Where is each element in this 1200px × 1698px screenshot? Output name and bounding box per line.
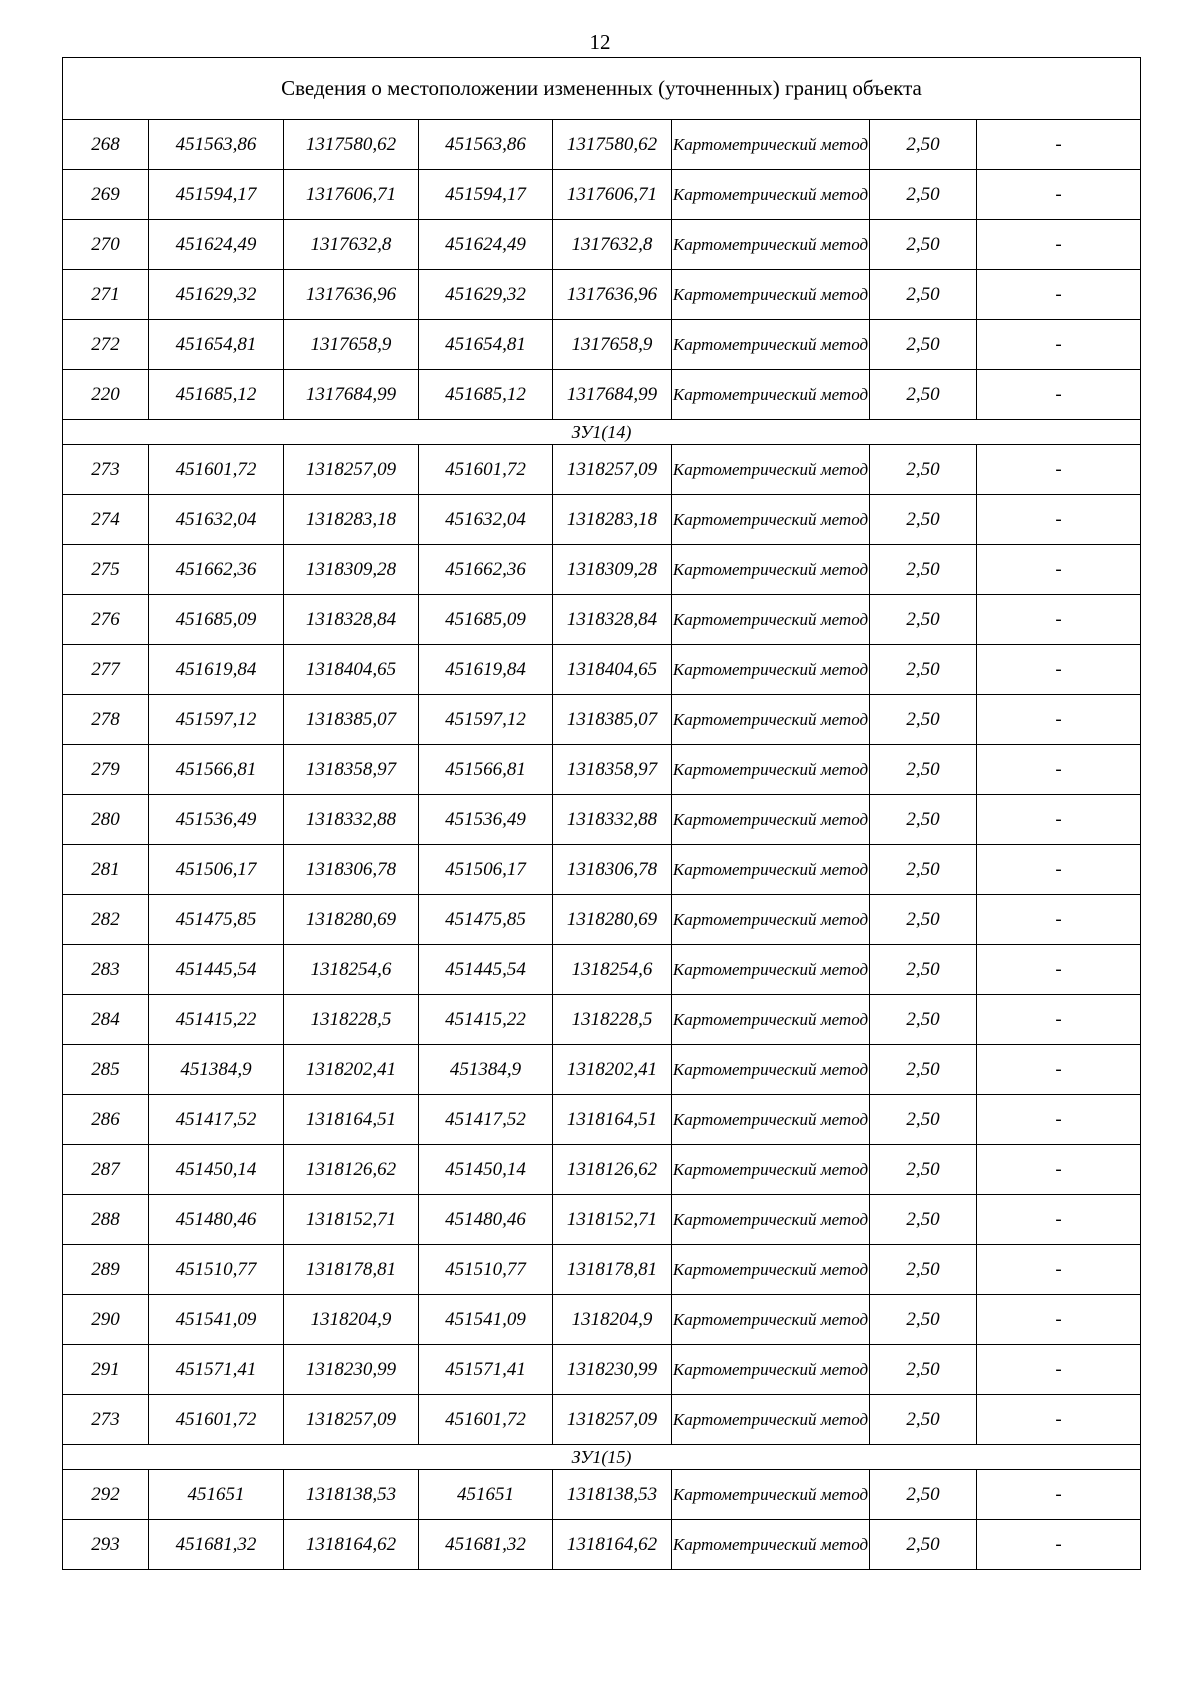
table-row [63,645,1141,695]
accuracy-cell: 2,50 [870,595,977,645]
method-cell: Картометрический метод [672,120,870,170]
method-cell: Картометрический метод [672,545,870,595]
y-new-cell: 1318228,5 [553,995,672,1045]
description-cell: - [977,1395,1141,1445]
method-cell: Картометрический метод [672,695,870,745]
table-row [63,1395,1141,1445]
description-cell: - [977,1195,1141,1245]
y-old-cell: 1318280,69 [284,895,419,945]
y-old-cell: 1317580,62 [284,120,419,170]
method-cell: Картометрический метод [672,1245,870,1295]
y-old-cell: 1318152,71 [284,1195,419,1245]
y-new-cell: 1318152,71 [553,1195,672,1245]
method-cell: Картометрический метод [672,320,870,370]
point-number-cell: 279 [63,745,149,795]
point-number-cell: 282 [63,895,149,945]
point-number-cell: 270 [63,220,149,270]
accuracy-cell: 2,50 [870,1520,977,1570]
table-row [63,1345,1141,1395]
y-new-cell: 1318178,81 [553,1245,672,1295]
description-cell: - [977,1045,1141,1095]
y-new-cell: 1318230,99 [553,1345,672,1395]
description-cell: - [977,545,1141,595]
point-number-cell: 287 [63,1145,149,1195]
y-old-cell: 1318257,09 [284,445,419,495]
point-number-cell: 273 [63,1395,149,1445]
y-old-cell: 1318385,07 [284,695,419,745]
y-old-cell: 1317684,99 [284,370,419,420]
point-number-cell: 220 [63,370,149,420]
description-cell: - [977,1145,1141,1195]
method-cell: Картометрический метод [672,1145,870,1195]
table-row [63,1095,1141,1145]
y-new-cell: 1318204,9 [553,1295,672,1345]
x-old-cell: 451510,77 [149,1245,284,1295]
x-new-cell: 451681,32 [419,1520,553,1570]
x-new-cell: 451536,49 [419,795,553,845]
point-number-cell: 269 [63,170,149,220]
accuracy-cell: 2,50 [870,945,977,995]
table-row [63,945,1141,995]
description-cell: - [977,445,1141,495]
x-new-cell: 451450,14 [419,1145,553,1195]
y-old-cell: 1317636,96 [284,270,419,320]
method-cell: Картометрический метод [672,845,870,895]
x-new-cell: 451651 [419,1470,553,1520]
table-row [63,1145,1141,1195]
description-cell: - [977,1245,1141,1295]
x-new-cell: 451384,9 [419,1045,553,1095]
description-cell: - [977,745,1141,795]
y-old-cell: 1318358,97 [284,745,419,795]
y-old-cell: 1318257,09 [284,1395,419,1445]
x-old-cell: 451566,81 [149,745,284,795]
table-row [63,1245,1141,1295]
y-new-cell: 1318257,09 [553,1395,672,1445]
point-number-cell: 273 [63,445,149,495]
method-cell: Картометрический метод [672,595,870,645]
x-new-cell: 451624,49 [419,220,553,270]
table-row [63,1470,1141,1520]
y-new-cell: 1318358,97 [553,745,672,795]
point-number-cell: 268 [63,120,149,170]
x-new-cell: 451571,41 [419,1345,553,1395]
table-row [63,495,1141,545]
y-new-cell: 1318257,09 [553,445,672,495]
x-new-cell: 451566,81 [419,745,553,795]
accuracy-cell: 2,50 [870,695,977,745]
y-old-cell: 1318230,99 [284,1345,419,1395]
accuracy-cell: 2,50 [870,495,977,545]
y-old-cell: 1318204,9 [284,1295,419,1345]
accuracy-cell: 2,50 [870,895,977,945]
table-row [63,1295,1141,1345]
method-cell: Картометрический метод [672,745,870,795]
table-row [63,895,1141,945]
table-row [63,270,1141,320]
point-number-cell: 277 [63,645,149,695]
description-cell: - [977,695,1141,745]
y-new-cell: 1317632,8 [553,220,672,270]
accuracy-cell: 2,50 [870,745,977,795]
y-old-cell: 1318254,6 [284,945,419,995]
x-old-cell: 451681,32 [149,1520,284,1570]
method-cell: Картометрический метод [672,1195,870,1245]
y-old-cell: 1318126,62 [284,1145,419,1195]
y-old-cell: 1317606,71 [284,170,419,220]
x-old-cell: 451685,12 [149,370,284,420]
x-new-cell: 451685,09 [419,595,553,645]
accuracy-cell: 2,50 [870,370,977,420]
description-cell: - [977,220,1141,270]
description-cell: - [977,845,1141,895]
point-number-cell: 289 [63,1245,149,1295]
method-cell: Картометрический метод [672,645,870,695]
point-number-cell: 283 [63,945,149,995]
table-row [63,370,1141,420]
point-number-cell: 272 [63,320,149,370]
y-old-cell: 1318404,65 [284,645,419,695]
y-new-cell: 1318164,62 [553,1520,672,1570]
accuracy-cell: 2,50 [870,1245,977,1295]
x-new-cell: 451685,12 [419,370,553,420]
y-old-cell: 1318328,84 [284,595,419,645]
accuracy-cell: 2,50 [870,1195,977,1245]
description-cell: - [977,120,1141,170]
x-old-cell: 451415,22 [149,995,284,1045]
x-old-cell: 451685,09 [149,595,284,645]
point-number-cell: 276 [63,595,149,645]
method-cell: Картометрический метод [672,1095,870,1145]
accuracy-cell: 2,50 [870,995,977,1045]
y-old-cell: 1318164,51 [284,1095,419,1145]
x-old-cell: 451571,41 [149,1345,284,1395]
y-new-cell: 1318254,6 [553,945,672,995]
x-new-cell: 451417,52 [419,1095,553,1145]
x-new-cell: 451506,17 [419,845,553,895]
point-number-cell: 271 [63,270,149,320]
y-new-cell: 1318138,53 [553,1470,672,1520]
y-new-cell: 1317580,62 [553,120,672,170]
y-new-cell: 1318385,07 [553,695,672,745]
accuracy-cell: 2,50 [870,170,977,220]
y-new-cell: 1318283,18 [553,495,672,545]
table-row [63,795,1141,845]
accuracy-cell: 2,50 [870,545,977,595]
point-number-cell: 291 [63,1345,149,1395]
method-cell: Картометрический метод [672,1470,870,1520]
description-cell: - [977,495,1141,545]
description-cell: - [977,995,1141,1045]
y-old-cell: 1318332,88 [284,795,419,845]
method-cell: Картометрический метод [672,1520,870,1570]
description-cell: - [977,170,1141,220]
method-cell: Картометрический метод [672,1345,870,1395]
description-cell: - [977,645,1141,695]
y-new-cell: 1318328,84 [553,595,672,645]
description-cell: - [977,1095,1141,1145]
x-new-cell: 451629,32 [419,270,553,320]
accuracy-cell: 2,50 [870,1395,977,1445]
group-label: ЗУ1(15) [63,1445,1141,1470]
table-title: Сведения о местоположении измененных (уточненных) границ объекта [63,58,1141,120]
y-new-cell: 1317636,96 [553,270,672,320]
y-new-cell: 1318332,88 [553,795,672,845]
accuracy-cell: 2,50 [870,1470,977,1520]
x-old-cell: 451619,84 [149,645,284,695]
table-row [63,445,1141,495]
description-cell: - [977,270,1141,320]
x-new-cell: 451563,86 [419,120,553,170]
x-new-cell: 451480,46 [419,1195,553,1245]
x-old-cell: 451475,85 [149,895,284,945]
x-old-cell: 451563,86 [149,120,284,170]
y-new-cell: 1317606,71 [553,170,672,220]
accuracy-cell: 2,50 [870,1045,977,1095]
accuracy-cell: 2,50 [870,845,977,895]
x-old-cell: 451651 [149,1470,284,1520]
x-new-cell: 451475,85 [419,895,553,945]
point-number-cell: 286 [63,1095,149,1145]
point-number-cell: 290 [63,1295,149,1345]
x-old-cell: 451601,72 [149,445,284,495]
y-old-cell: 1318306,78 [284,845,419,895]
y-new-cell: 1318202,41 [553,1045,672,1095]
coordinates-table [62,57,1141,1570]
y-old-cell: 1318138,53 [284,1470,419,1520]
x-new-cell: 451619,84 [419,645,553,695]
point-number-cell: 274 [63,495,149,545]
point-number-cell: 285 [63,1045,149,1095]
x-new-cell: 451594,17 [419,170,553,220]
y-new-cell: 1317658,9 [553,320,672,370]
group-row [63,420,1141,445]
accuracy-cell: 2,50 [870,1345,977,1395]
y-old-cell: 1317658,9 [284,320,419,370]
table-row [63,595,1141,645]
table-row [63,320,1141,370]
table-row [63,1520,1141,1570]
table-row [63,545,1141,595]
description-cell: - [977,895,1141,945]
y-old-cell: 1318178,81 [284,1245,419,1295]
description-cell: - [977,945,1141,995]
page-number: 12 [589,30,611,54]
y-new-cell: 1318404,65 [553,645,672,695]
method-cell: Картометрический метод [672,1395,870,1445]
table-row [63,220,1141,270]
table-row [63,845,1141,895]
y-new-cell: 1318306,78 [553,845,672,895]
description-cell: - [977,795,1141,845]
y-new-cell: 1318280,69 [553,895,672,945]
x-old-cell: 451450,14 [149,1145,284,1195]
x-new-cell: 451601,72 [419,1395,553,1445]
y-old-cell: 1318228,5 [284,995,419,1045]
method-cell: Картометрический метод [672,445,870,495]
point-number-cell: 278 [63,695,149,745]
x-new-cell: 451632,04 [419,495,553,545]
y-old-cell: 1318202,41 [284,1045,419,1095]
x-old-cell: 451480,46 [149,1195,284,1245]
y-old-cell: 1317632,8 [284,220,419,270]
x-old-cell: 451654,81 [149,320,284,370]
accuracy-cell: 2,50 [870,1295,977,1345]
x-new-cell: 451415,22 [419,995,553,1045]
y-new-cell: 1318126,62 [553,1145,672,1195]
method-cell: Картометрический метод [672,495,870,545]
table-row [63,695,1141,745]
y-old-cell: 1318283,18 [284,495,419,545]
method-cell: Картометрический метод [672,1295,870,1345]
x-old-cell: 451536,49 [149,795,284,845]
x-old-cell: 451632,04 [149,495,284,545]
x-old-cell: 451597,12 [149,695,284,745]
method-cell: Картометрический метод [672,220,870,270]
description-cell: - [977,320,1141,370]
accuracy-cell: 2,50 [870,120,977,170]
x-old-cell: 451445,54 [149,945,284,995]
point-number-cell: 281 [63,845,149,895]
description-cell: - [977,595,1141,645]
x-old-cell: 451541,09 [149,1295,284,1345]
description-cell: - [977,1345,1141,1395]
description-cell: - [977,1295,1141,1345]
x-old-cell: 451594,17 [149,170,284,220]
accuracy-cell: 2,50 [870,320,977,370]
table-row [63,170,1141,220]
y-old-cell: 1318164,62 [284,1520,419,1570]
y-new-cell: 1318164,51 [553,1095,672,1145]
accuracy-cell: 2,50 [870,645,977,695]
point-number-cell: 293 [63,1520,149,1570]
table-row [63,995,1141,1045]
x-new-cell: 451541,09 [419,1295,553,1345]
y-new-cell: 1317684,99 [553,370,672,420]
x-old-cell: 451384,9 [149,1045,284,1095]
x-old-cell: 451601,72 [149,1395,284,1445]
table-row [63,1045,1141,1095]
accuracy-cell: 2,50 [870,1145,977,1195]
x-old-cell: 451662,36 [149,545,284,595]
x-old-cell: 451417,52 [149,1095,284,1145]
description-cell: - [977,1520,1141,1570]
accuracy-cell: 2,50 [870,1095,977,1145]
x-new-cell: 451601,72 [419,445,553,495]
method-cell: Картометрический метод [672,370,870,420]
x-new-cell: 451445,54 [419,945,553,995]
x-old-cell: 451629,32 [149,270,284,320]
y-new-cell: 1318309,28 [553,545,672,595]
group-row [63,1445,1141,1470]
accuracy-cell: 2,50 [870,795,977,845]
method-cell: Картометрический метод [672,795,870,845]
accuracy-cell: 2,50 [870,220,977,270]
x-new-cell: 451510,77 [419,1245,553,1295]
x-new-cell: 451662,36 [419,545,553,595]
description-cell: - [977,370,1141,420]
method-cell: Картометрический метод [672,1045,870,1095]
accuracy-cell: 2,50 [870,270,977,320]
point-number-cell: 275 [63,545,149,595]
table-row [63,745,1141,795]
table-row [63,120,1141,170]
group-label: ЗУ1(14) [63,420,1141,445]
method-cell: Картометрический метод [672,895,870,945]
method-cell: Картометрический метод [672,995,870,1045]
description-cell: - [977,1470,1141,1520]
point-number-cell: 280 [63,795,149,845]
method-cell: Картометрический метод [672,270,870,320]
method-cell: Картометрический метод [672,945,870,995]
table-title-row [63,58,1141,120]
method-cell: Картометрический метод [672,170,870,220]
point-number-cell: 292 [63,1470,149,1520]
x-old-cell: 451624,49 [149,220,284,270]
y-old-cell: 1318309,28 [284,545,419,595]
x-new-cell: 451597,12 [419,695,553,745]
x-old-cell: 451506,17 [149,845,284,895]
point-number-cell: 288 [63,1195,149,1245]
point-number-cell: 284 [63,995,149,1045]
accuracy-cell: 2,50 [870,445,977,495]
table-row [63,1195,1141,1245]
x-new-cell: 451654,81 [419,320,553,370]
